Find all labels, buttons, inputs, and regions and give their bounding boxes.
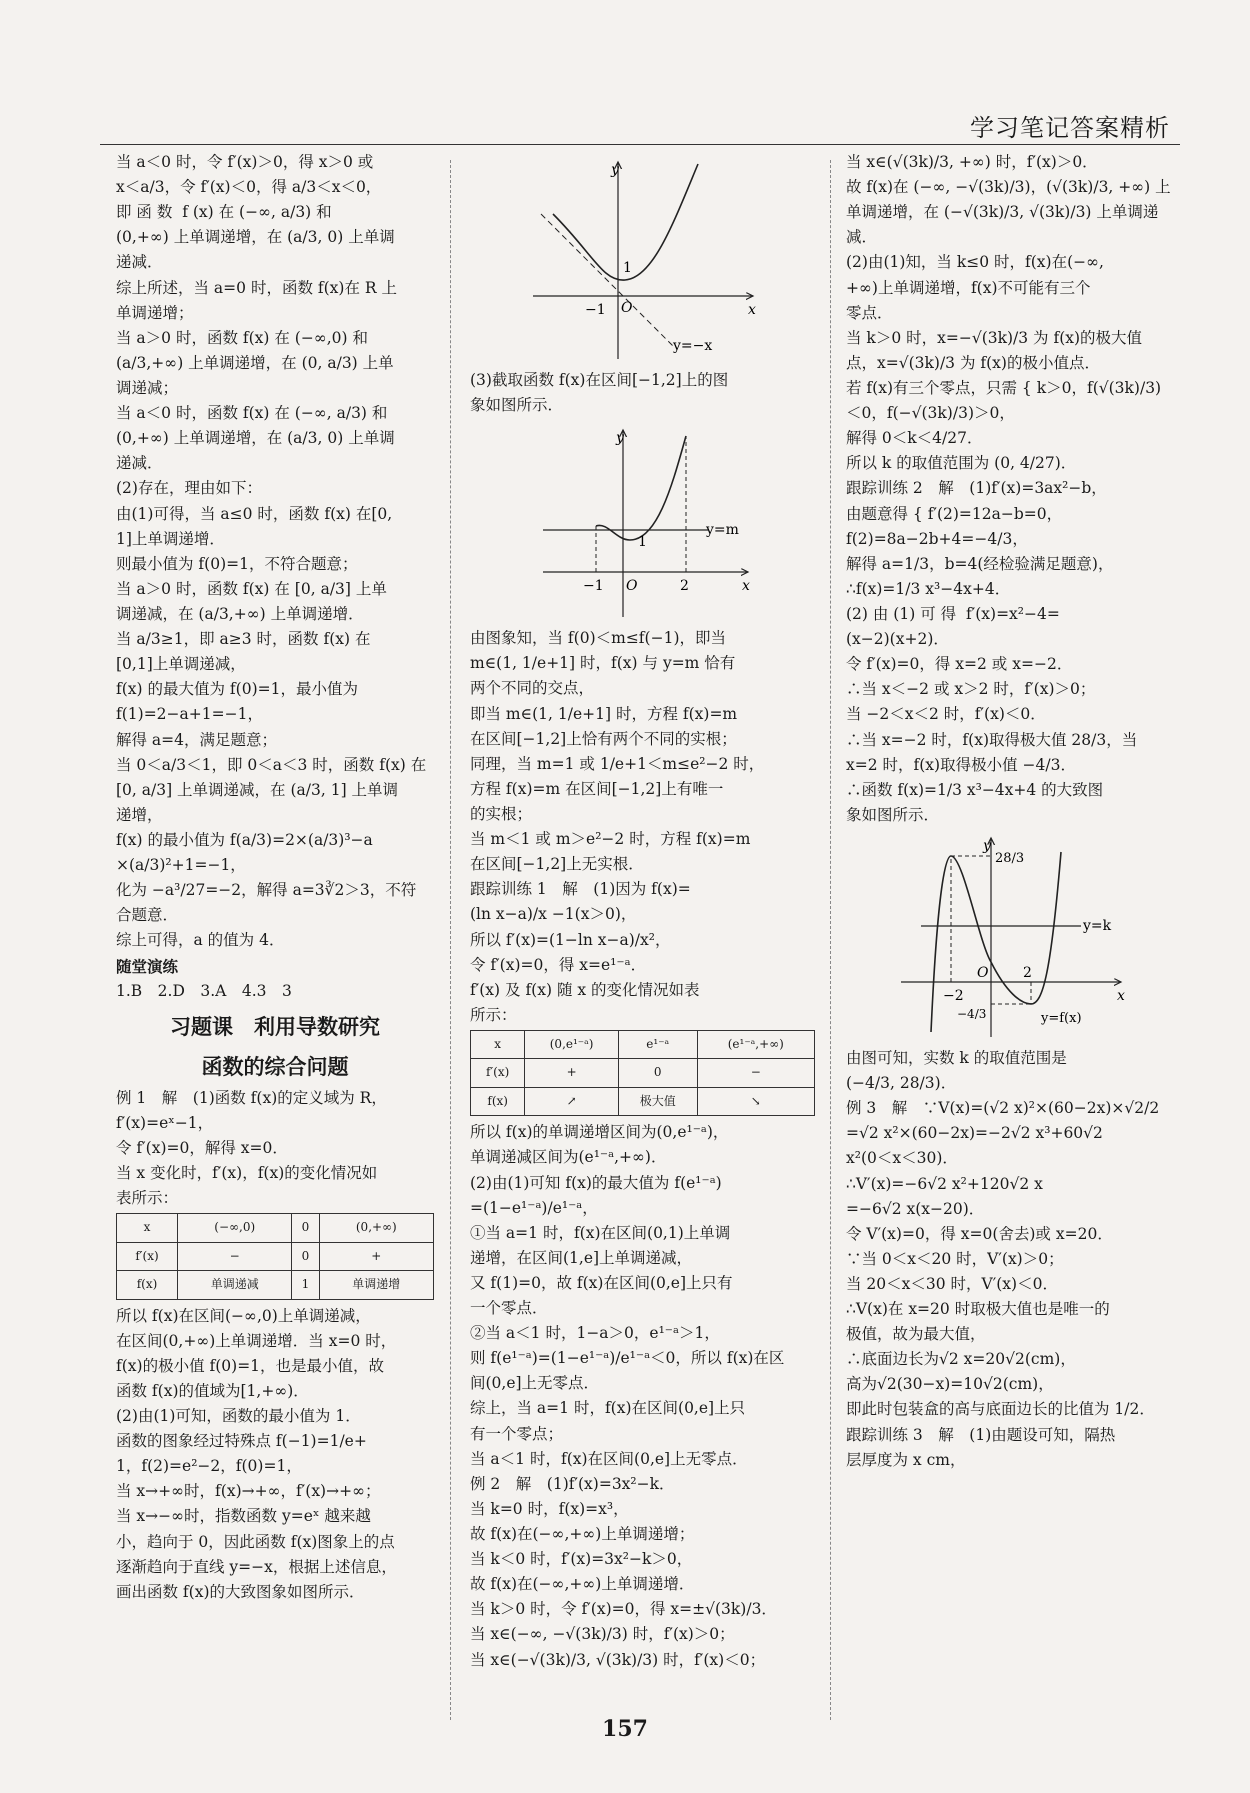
text-line: 化为 −a³/27=−2，解得 a=3∛2＞3，不符 xyxy=(116,881,417,900)
text-line: 有一个零点； xyxy=(470,1424,564,1443)
graph3-neg2-label: −2 xyxy=(943,987,964,1004)
text-line: 令 f′(x)=0，得 x=e¹⁻ᵃ． xyxy=(470,955,647,974)
text-line: (ln x−a)/x −1(x＞0)， xyxy=(470,905,637,924)
table-cell: e¹⁻ᵃ xyxy=(618,1030,697,1058)
example1-text-cont xyxy=(116,1304,434,1605)
text-line: 两个不同的交点， xyxy=(470,679,595,698)
text-line: 极值，故为最大值， xyxy=(846,1325,986,1344)
text-line: 综上，当 a=1 时，f(x)在区间(0,e]上只 xyxy=(470,1399,746,1418)
text-line: f(x)的极小值 f(0)=1，也是最小值，故 xyxy=(116,1356,385,1375)
text-line: 综上所述，当 a=0 时，函数 f(x)在 R 上 xyxy=(116,278,397,297)
text-line: 1，f(2)=e²−2，f(0)=1， xyxy=(116,1457,302,1476)
text-line: 即当 m∈(1, 1/e+1] 时，方程 f(x)=m xyxy=(470,704,738,723)
text-line: ②当 a＜1 时，1−a＞0，e¹⁻ᵃ＞1， xyxy=(470,1324,720,1343)
text-line: 令 V′(x)=0，得 x=0(舍去)或 x=20． xyxy=(846,1224,1113,1243)
text-line: (x−2)(x+2)． xyxy=(846,630,949,649)
text-line: 在区间(0,+∞)上单调递增．当 x=0 时， xyxy=(116,1331,397,1350)
practice-heading: 随堂演练 xyxy=(116,956,179,976)
text-line: x²(0＜x＜30)． xyxy=(846,1149,958,1168)
graph2-y-label: y xyxy=(615,430,624,447)
graph1-neg1-label: −1 xyxy=(584,302,606,318)
column-1 xyxy=(116,150,434,1605)
text-line: 同理，当 m=1 或 1/e+1＜m≤e²−2 时， xyxy=(470,754,765,773)
text-line: 令 f′(x)=0，得 x=2 或 x=−2． xyxy=(846,655,1073,674)
text-line: 当 a＜0 时，令 f′(x)＞0，得 x＞0 或 xyxy=(116,153,374,171)
text-line: 由题意得 { f′(2)=12a−b=0，f(2)=8a−2b+4=−4/3， xyxy=(846,504,1063,548)
text-line: 又 f(1)=0，故 f(x)在区间(0,e]上只有 xyxy=(470,1273,733,1292)
text-line: (2)由(1)可知 f(x)的最大值为 f(e¹⁻ᵃ) xyxy=(470,1173,722,1192)
graph3-bottom-label: −4/3 xyxy=(957,1006,987,1021)
table-cell: + xyxy=(319,1242,433,1270)
text-line: 象如图所示． xyxy=(470,396,564,415)
table-cell: (−∞,0) xyxy=(178,1214,292,1242)
text-line: 表所示： xyxy=(116,1189,179,1208)
table-row xyxy=(471,1030,815,1058)
text-line: 当 −2＜x＜2 时，f′(x)＜0． xyxy=(846,705,1046,724)
text-line: 若 f(x)有三个零点，只需 { k＞0，f(√(3k)/3)＜0，f(−√(3k)/3)＞0， xyxy=(846,378,1162,423)
text-line: x＜a/3，令 f′(x)＜0，得 a/3＜x＜0， xyxy=(116,178,382,197)
text-line: f(x) 的最大值为 f(0)=1，最小值为 xyxy=(116,680,358,699)
practice-answers: 1.B 2.D 3.A 4.3 3 xyxy=(116,981,292,1000)
text-line: 例 2 解 (1)f′(x)=3x²−k． xyxy=(470,1474,675,1493)
text-line: 当 x∈(√(3k)/3, +∞) 时，f′(x)＞0． xyxy=(846,153,1098,171)
table-cell: 0 xyxy=(292,1242,319,1270)
table-cell: x xyxy=(117,1214,178,1242)
graph-cubic-function xyxy=(891,832,1131,1042)
graph1-one-label: 1 xyxy=(622,260,632,276)
header-title: 学习笔记答案精析 xyxy=(970,114,1170,142)
text-line: 合题意． xyxy=(116,906,179,925)
text-line: (2)由(1)知，当 k≤0 时，f(x)在(−∞, xyxy=(846,253,1104,272)
text-line: ∴底面边长为√2 x=20√2(cm)， xyxy=(846,1350,1076,1369)
variation-table-2 xyxy=(470,1030,815,1116)
text-line: +∞)上单调递增，f(x)不可能有三个 xyxy=(846,278,1091,297)
text-line: 小，趋向于 0，因此函数 f(x)图象上的点 xyxy=(116,1532,395,1551)
column-divider-2 xyxy=(830,160,831,1720)
text-line: 故 f(x)在(−∞,+∞)上单调递增； xyxy=(470,1525,695,1544)
text-line: 当 x 变化时，f′(x)，f(x)的变化情况如 xyxy=(116,1164,378,1183)
text-line: 例 1 解 (1)函数 f(x)的定义域为 R， xyxy=(116,1088,387,1107)
text-line: ①当 a=1 时，f(x)在区间(0,1)上单调 xyxy=(470,1223,731,1242)
graph-exp-function xyxy=(523,154,763,364)
text-line: (0,+∞) 上单调递增，在 (a/3, 0) 上单调 xyxy=(116,429,395,448)
graph3-line-label: y=k xyxy=(1083,917,1112,934)
variation-table-1 xyxy=(116,1213,434,1299)
graph3-x-label: x xyxy=(1117,987,1125,1004)
text-line: 在区间[−1,2]上恰有两个不同的实根； xyxy=(470,729,737,748)
text-line: 故 f(x)在 (−∞, −√(3k)/3)，(√(3k)/3, +∞) 上 xyxy=(846,178,1171,197)
text-line: 当 20＜x＜30 时，V′(x)＜0． xyxy=(846,1274,1058,1293)
text-line: 即 函 数 f (x) 在 (−∞, a/3) 和 xyxy=(116,203,332,222)
example1-text xyxy=(116,1086,434,1212)
table-cell: ↘ xyxy=(697,1087,814,1115)
text-line: 递减． xyxy=(116,253,163,272)
text-line: 递增， xyxy=(116,805,163,824)
text-line: 在区间[−1,2]上无实根． xyxy=(470,855,644,874)
text-line: 象如图所示． xyxy=(846,805,940,824)
column-divider-1 xyxy=(450,160,451,1720)
text-line: 所示： xyxy=(470,1005,517,1024)
graph-interval-function xyxy=(528,422,758,622)
text-line: (2)由(1)可知，函数的最小值为 1． xyxy=(116,1407,361,1426)
text-line: 当 k=0 时，f(x)=x³， xyxy=(470,1499,629,1518)
text-line: 画出函数 f(x)的大致图象如图所示． xyxy=(116,1582,365,1601)
table-cell: f(x) xyxy=(471,1087,525,1115)
table-cell: 0 xyxy=(292,1214,319,1242)
table-cell: 0 xyxy=(618,1059,697,1087)
text-line: 当 a＜1 时，f(x)在区间(0,e]上无零点． xyxy=(470,1449,748,1468)
text-line: 调递减，在 (a/3,+∞) 上单调递增． xyxy=(116,604,364,623)
col1-text xyxy=(116,150,434,954)
text-line: 跟踪训练 3 解 (1)由题设可知，隔热 xyxy=(846,1425,1116,1444)
text-line: 当 a＜0 时，函数 f(x) 在 (−∞, a/3) 和 xyxy=(116,404,388,423)
text-line: 高为√2(30−x)=10√2(cm)， xyxy=(846,1375,1054,1394)
graph3-two-label: 2 xyxy=(1023,964,1032,981)
text-line: ∴V(x)在 x=20 时取极大值也是唯一的 xyxy=(846,1300,1110,1319)
text-line: 则 f(e¹⁻ᵃ)=(1−e¹⁻ᵃ)/e¹⁻ᵃ＜0，所以 f(x)在区 xyxy=(470,1349,785,1368)
text-line: 单调递减区间为(e¹⁻ᵃ,+∞)． xyxy=(470,1148,667,1167)
text-line: 由图可知，实数 k 的取值范围是 xyxy=(846,1048,1067,1067)
graph2-neg1-label: −1 xyxy=(582,578,604,595)
text-line: 则最小值为 f(0)=1，不符合题意； xyxy=(116,554,358,573)
column-3 xyxy=(846,150,1176,1473)
text-line: 由(1)可得，当 a≤0 时，函数 f(x) 在[0, xyxy=(116,504,393,523)
table-cell: (0,e¹⁻ᵃ) xyxy=(525,1030,619,1058)
table-cell: − xyxy=(697,1059,814,1087)
table-cell: (0,+∞) xyxy=(319,1214,433,1242)
graph2-origin-label: O xyxy=(625,578,637,595)
text-line: (3)截取函数 f(x)在区间[−1,2]上的图 xyxy=(470,371,729,389)
graph3-top-label: 28/3 xyxy=(995,850,1025,866)
text-line: 例 3 解 ∵V(x)=(√2 x)²×(60−2x)×√2/2 xyxy=(846,1099,1160,1118)
text-line: ∴当 x＜−2 或 x＞2 时，f′(x)＞0； xyxy=(846,680,1096,699)
table-cell: 单调递增 xyxy=(319,1271,433,1299)
text-line: 1]上单调递增． xyxy=(116,529,225,548)
text-line: =(1−e¹⁻ᵃ)/e¹⁻ᵃ， xyxy=(470,1198,598,1217)
col3-text-a xyxy=(846,150,1176,828)
text-line: 即此时包装盒的高与底面边长的比值为 1/2． xyxy=(846,1400,1155,1419)
text-line: 层厚度为 x cm， xyxy=(846,1450,966,1469)
text-line: ∴V′(x)=−6√2 x²+120√2 x xyxy=(846,1174,1043,1193)
graph2-x-label: x xyxy=(741,578,750,595)
text-line: f(x) 的最小值为 f(a/3)=2×(a/3)³−a xyxy=(116,830,373,849)
table-cell: f′(x) xyxy=(471,1059,525,1087)
graph1-y-label: y xyxy=(610,162,619,178)
table-cell: 极大值 xyxy=(618,1087,697,1115)
text-line: 的实根； xyxy=(470,804,533,823)
table-cell: 1 xyxy=(292,1271,319,1299)
table-row xyxy=(117,1271,434,1299)
graph2-line-label: y=m xyxy=(705,522,739,539)
graph3-origin-label: O xyxy=(977,964,989,981)
col2-text-b xyxy=(470,626,815,1028)
text-line: 解得 a=1/3，b=4(经检验满足题意)， xyxy=(846,554,1114,573)
col3-text-b xyxy=(846,1046,1176,1473)
text-line: (2) 由 (1) 可 得 f′(x)=x²−4= xyxy=(846,604,1060,623)
text-line: 当 a＞0 时，函数 f(x) 在 (−∞,0) 和 xyxy=(116,328,369,347)
text-line: 当 a＞0 时，函数 f(x) 在 [0, a/3] 上单 xyxy=(116,579,387,598)
text-line: m∈(1, 1/e+1] 时，f(x) 与 y=m 恰有 xyxy=(470,654,736,673)
text-line: [0, a/3] 上单调递减，在 (a/3, 1] 上单调 xyxy=(116,780,399,799)
table-cell: x xyxy=(471,1030,525,1058)
text-line: 函数的图象经过特殊点 f(−1)=1/e+ xyxy=(116,1432,367,1451)
table-cell: f′(x) xyxy=(117,1242,178,1270)
table-cell: 单调递减 xyxy=(178,1271,292,1299)
text-line: 当 x→−∞时，指数函数 y=eˣ 越来越 xyxy=(116,1507,371,1526)
text-line: =√2 x²×(60−2x)=−2√2 x³+60√2 xyxy=(846,1124,1103,1143)
text-line: 跟踪训练 2 解 (1)f′(x)=3ax²−b， xyxy=(846,479,1107,498)
table-cell: − xyxy=(178,1242,292,1270)
section-title-line1: 习题课 利用导数研究 xyxy=(170,1014,380,1039)
text-line: 当 k＞0 时，令 f′(x)=0，得 x=±√(3k)/3． xyxy=(470,1600,777,1619)
text-line: ∴f(x)=1/3 x³−4x+4． xyxy=(846,579,1011,598)
table-row xyxy=(117,1214,434,1242)
text-line: 所以 f(x)的单调递增区间为(0,e¹⁻ᵃ)， xyxy=(470,1123,729,1142)
text-line: 单调递增； xyxy=(116,303,194,322)
text-line: (−4/3, 28/3)． xyxy=(846,1074,957,1093)
text-line: f(1)=2−a+1=−1， xyxy=(116,705,263,724)
text-line: 所以 f(x)在区间(−∞,0)上单调递减， xyxy=(116,1306,371,1325)
text-line: =−6√2 x(x−20)． xyxy=(846,1199,985,1218)
text-line: 方程 f(x)=m 在区间[−1,2]上有唯一 xyxy=(470,779,724,798)
text-line: 当 m＜1 或 m＞e²−2 时，方程 f(x)=m xyxy=(470,830,751,849)
text-line: 逐渐趋向于直线 y=−x，根据上述信息， xyxy=(116,1557,397,1576)
graph2-one-label: 1 xyxy=(637,534,647,551)
table-row xyxy=(471,1059,815,1087)
header-rule xyxy=(100,144,1180,145)
text-line: 当 0＜a/3＜1，即 0＜a＜3 时，函数 f(x) 在 xyxy=(116,755,427,774)
page-number: 157 xyxy=(602,1716,648,1742)
text-line: 当 k＜0 时，f′(x)=3x²−k＞0， xyxy=(470,1550,693,1569)
text-line: 当 x∈(−√(3k)/3, √(3k)/3) 时，f′(x)＜0； xyxy=(470,1650,766,1669)
text-line: 令 f′(x)=0，解得 x=0． xyxy=(116,1138,288,1157)
text-line: 所以 f′(x)=(1−ln x−a)/x²， xyxy=(470,930,671,949)
text-line: 当 a/3≥1，即 a≥3 时，函数 f(x) 在 xyxy=(116,630,371,649)
text-line: 当 x∈(−∞, −√(3k)/3) 时，f′(x)＞0； xyxy=(470,1625,735,1644)
text-line: x=2 时，f(x)取得极小值 −4/3． xyxy=(846,755,1076,774)
graph2-two-label: 2 xyxy=(679,578,689,595)
text-line: 故 f(x)在(−∞,+∞)上单调递增． xyxy=(470,1575,695,1594)
text-line: ∴当 x=−2 时，f(x)取得极大值 28/3，当 xyxy=(846,730,1138,749)
text-line: 调递减； xyxy=(116,378,179,397)
text-line: 单调递增，在 (−√(3k)/3, √(3k)/3) 上单调递减． xyxy=(846,203,1159,247)
text-line: 间(0,e]上无零点． xyxy=(470,1374,600,1393)
text-line: 一个零点． xyxy=(470,1299,548,1318)
column-2 xyxy=(470,150,815,1673)
graph3-y-label: y xyxy=(983,837,991,854)
text-line: 当 x→+∞时，f(x)→+∞，f′(x)→+∞； xyxy=(116,1482,381,1501)
text-line: 零点． xyxy=(846,303,893,322)
text-line: f′(x)=eˣ−1， xyxy=(116,1113,214,1132)
text-line: [0,1]上单调递减， xyxy=(116,655,246,674)
table-cell: (e¹⁻ᵃ,+∞) xyxy=(697,1030,814,1058)
text-line: 点，x=√(3k)/3 为 f(x)的极小值点． xyxy=(846,353,1100,372)
text-line: 跟踪训练 1 解 (1)因为 f(x)= xyxy=(470,880,691,899)
graph1-x-label: x xyxy=(747,302,756,318)
table-row xyxy=(471,1087,815,1115)
text-line: (0,+∞) 上单调递增，在 (a/3, 0) 上单调 xyxy=(116,228,395,247)
table-cell: f(x) xyxy=(117,1271,178,1299)
text-line: (2)存在，理由如下： xyxy=(116,479,262,498)
col2-text-c xyxy=(470,1120,815,1672)
text-line: 递增，在区间(1,e]上单调递减， xyxy=(470,1248,693,1267)
text-line: 由图象知，当 f(0)＜m≤f(−1)，即当 xyxy=(470,629,726,648)
text-line: ×(a/3)²+1=−1， xyxy=(116,856,246,875)
text-line: 解得 a=4，满足题意； xyxy=(116,730,278,749)
table-cell: ↗ xyxy=(525,1087,619,1115)
graph1-origin-label: O xyxy=(620,300,632,316)
col2-text-a xyxy=(470,368,815,418)
text-line: ∵当 0＜x＜20 时，V′(x)＞0； xyxy=(846,1249,1064,1268)
text-line: 函数 f(x)的值域为[1,+∞)． xyxy=(116,1381,309,1400)
text-line: 递减． xyxy=(116,454,163,473)
text-line: 解得 0＜k＜4/27． xyxy=(846,429,983,448)
section-title-line2: 函数的综合问题 xyxy=(201,1054,349,1079)
text-line: 所以 k 的取值范围为 (0, 4/27)． xyxy=(846,454,1077,473)
text-line: ∴函数 f(x)=1/3 x³−4x+4 的大致图 xyxy=(846,780,1104,799)
text-line: f′(x) 及 f(x) 随 x 的变化情况如表 xyxy=(470,980,700,999)
graph1-line-label: y=−x xyxy=(672,338,712,354)
text-line: 当 k＞0 时，x=−√(3k)/3 为 f(x)的极大值 xyxy=(846,328,1143,347)
text-line: 综上可得，a 的值为 4． xyxy=(116,931,285,950)
graph3-curve-label: y=f(x) xyxy=(1041,1010,1082,1026)
text-line: (a/3,+∞) 上单调递增，在 (0, a/3) 上单 xyxy=(116,353,394,372)
table-cell: + xyxy=(525,1059,619,1087)
table-row xyxy=(117,1242,434,1270)
